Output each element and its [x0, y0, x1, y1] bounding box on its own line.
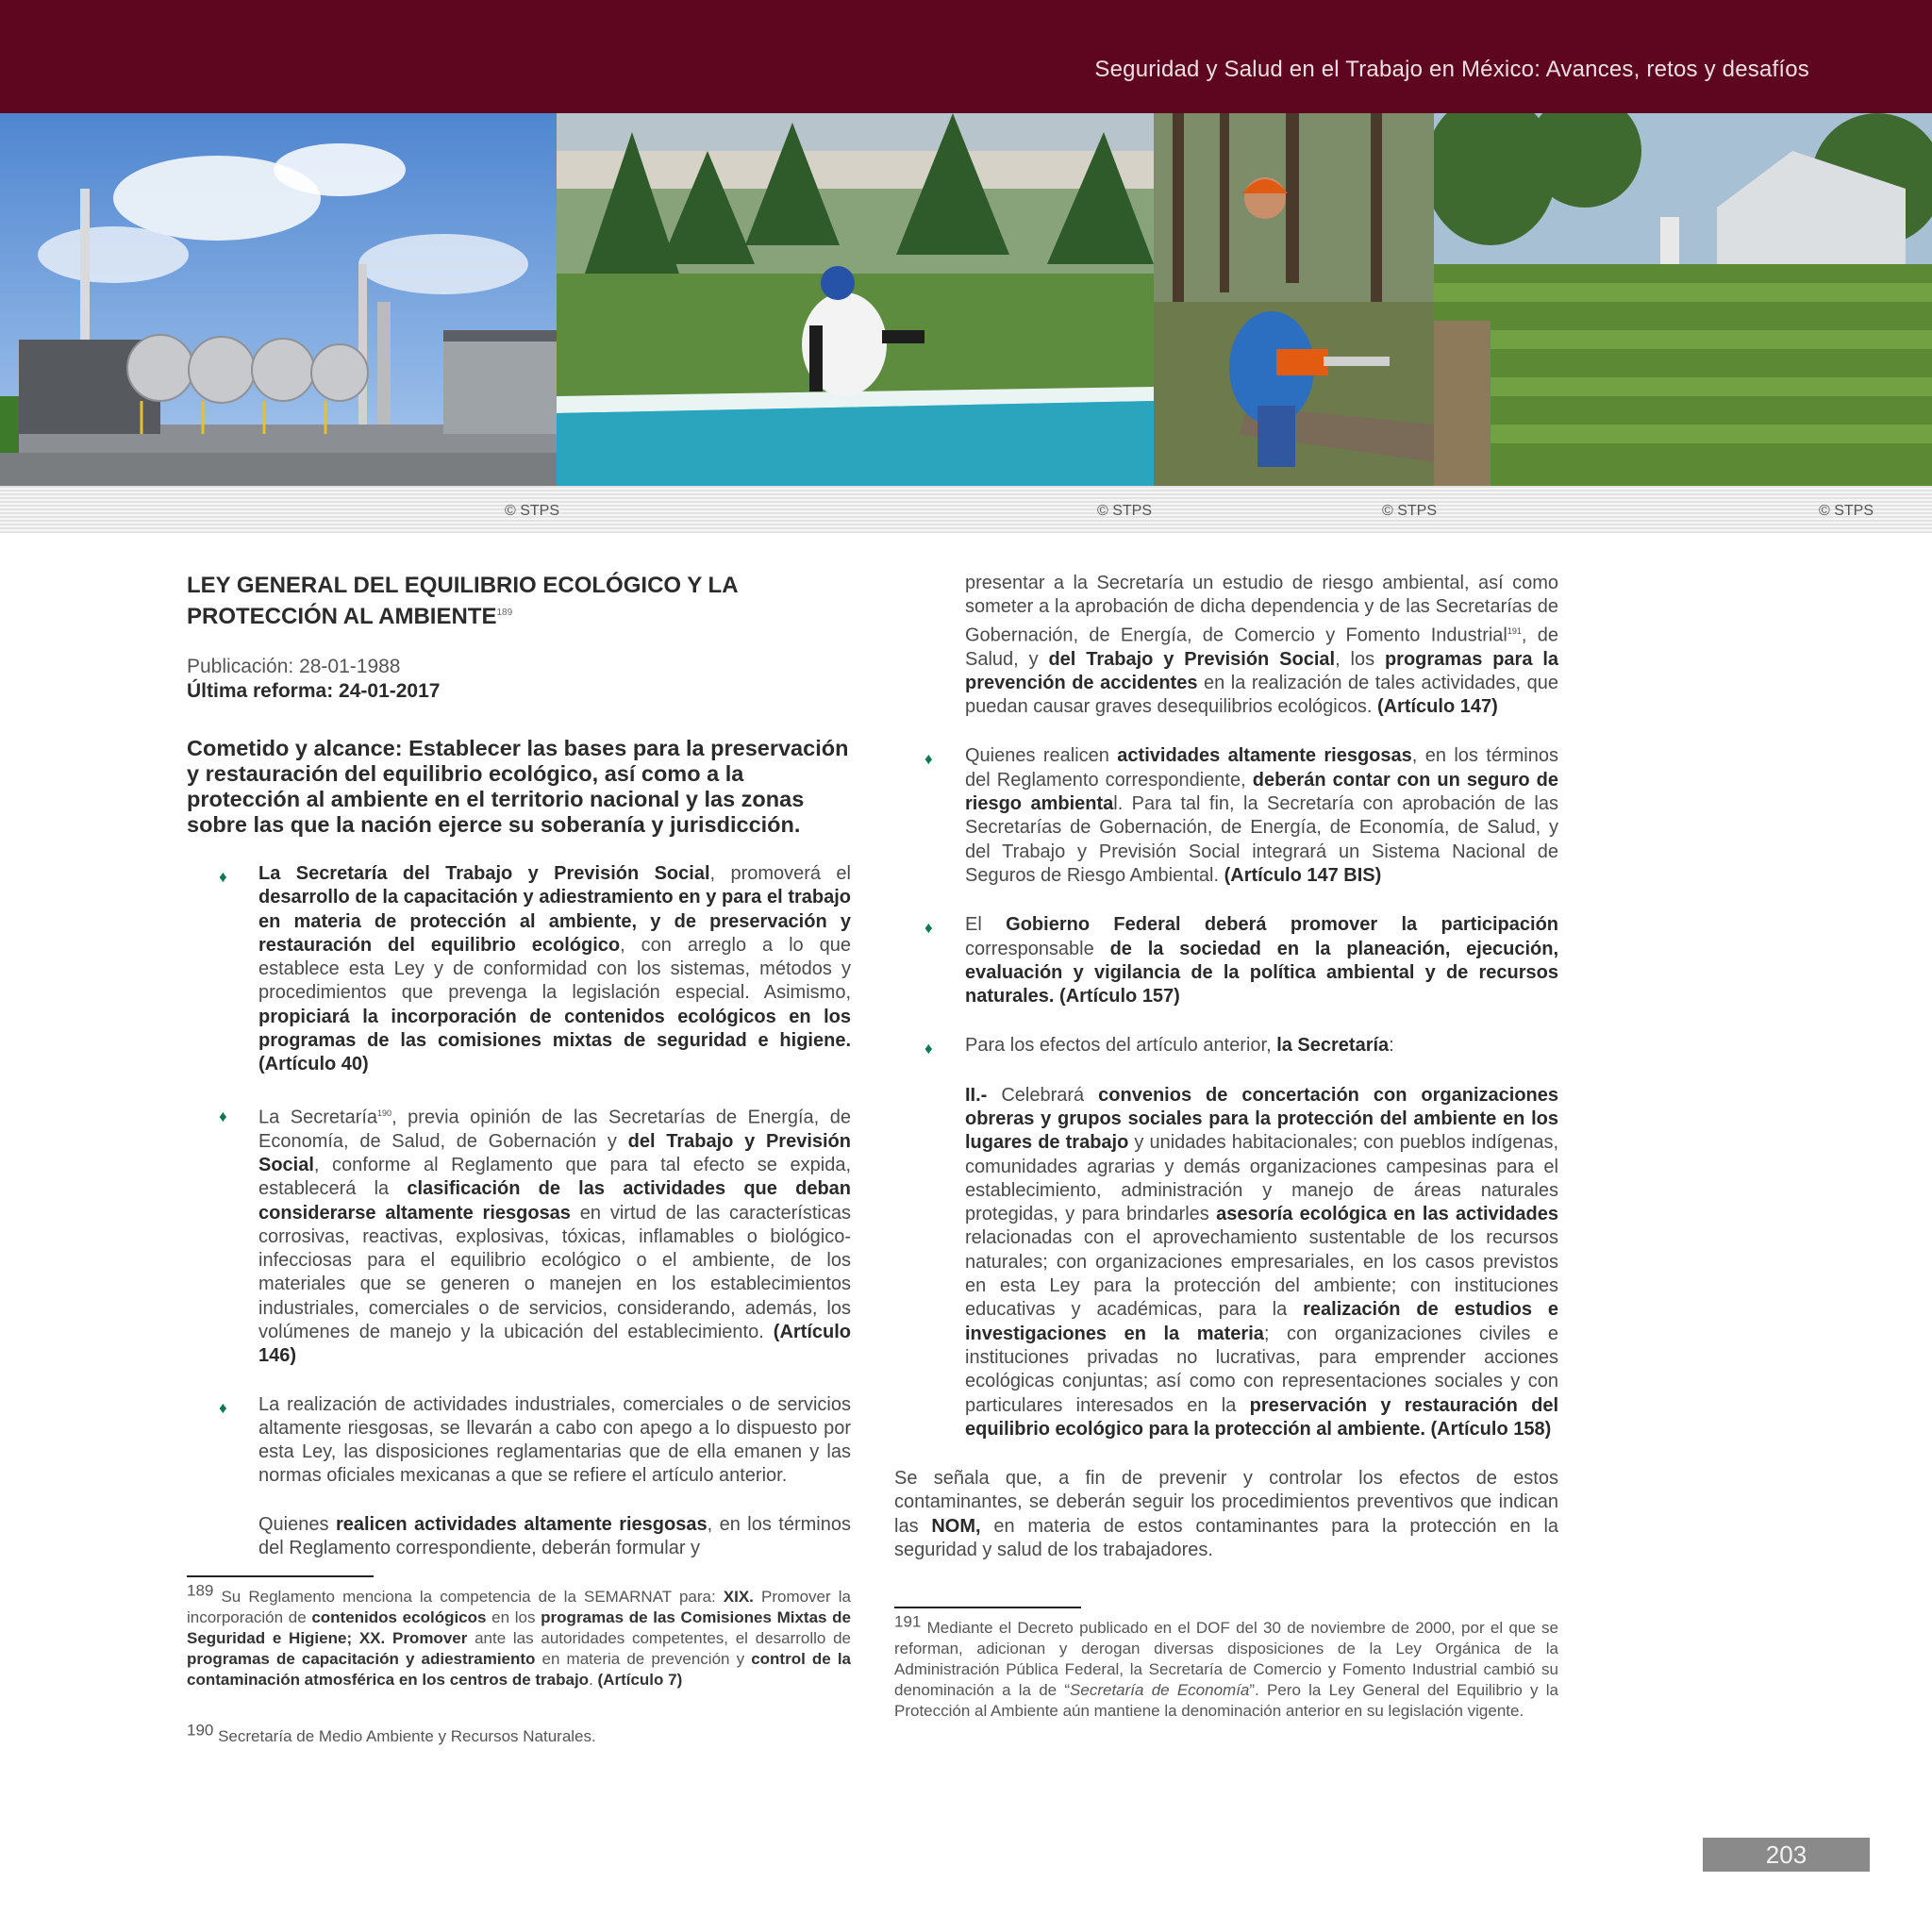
bullet-article-146: ♦ La Secretaría$^{190}$, previa opinión de las Secretarías de Energía, de Economía, de Salud, de Gobernación y del Trabajo y Previsión Social, conforme al Reglamento que para tal efecto se expida, establecerá la clasificación de las actividades que deban considerarse altamente riesgosas en virtud de las características corrosivas, reactivas, explosivas, tóxicas, inflamables o biológico-infecciosas para el equilibrio ecológico o el ambiente, de los materiales que se generen o manejen en los establecimientos industriales, comerciales o de servicios, considerando, además, los volúmenes de manejo y la ubicación del establecimiento. (Artículo 146): [187, 1102, 851, 1369]
footnote-ref-190[interactable]: 190: [377, 1108, 392, 1118]
photo-water-sampling: [557, 113, 1154, 486]
law-title: [187, 572, 851, 630]
right-column: [894, 572, 1558, 1562]
publication-date: Publicación: 28-01-1988: [187, 656, 401, 677]
bullet-article-157: ♦ El Gobierno Federal deberá promover la participación corresponsable de la sociedad en la planeación, ejecución, evaluación y vigilancia de la política ambiental y de recursos naturales. (Artículo 157): [924, 914, 1559, 1008]
header-bar: [0, 0, 1932, 113]
footnote-190: 190 Secretaría de Medio Ambiente y Recursos Naturales.: [187, 1721, 596, 1745]
header-title: Seguridad y Salud en el Trabajo en México: Avances, retos y desafíos: [1094, 57, 1809, 82]
left-column: [187, 572, 851, 1560]
diamond-bullet-icon: ♦: [924, 919, 933, 938]
footnote-189: 189 Su Reglamento menciona la competencia de la SEMARNAT para: XIX. Promover la incorporación de contenidos ecológicos en los programas de las Comisiones Mixtas de Seguridad e Higiene; XX. Promover ante las autoridades competentes, el desarrollo de programas de capacitación y adiestramiento en materia de prevención y control de la contaminación atmosférica en los centros de trabajo. (Artículo 7): [187, 1581, 851, 1689]
photo-credit-1: © STPS: [505, 503, 560, 519]
footnote-rule-right: [894, 1607, 1081, 1608]
bullet-high-risk-activities: ♦ La realización de actividades industriales, comerciales o de servicios altamente riesgosas, se llevarán a cabo con apego a lo dispuesto por esta Ley, las disposiciones reglamentarias que de ella emanen y las normas oficiales mexicanas a que se refiere el artículo anterior.: [219, 1393, 851, 1487]
photo-credit-3: © STPS: [1382, 503, 1438, 519]
refinery-image: [0, 113, 557, 486]
diamond-bullet-icon: ♦: [924, 750, 933, 769]
paragraph-article-147: presentar a la Secretaría un estudio de riesgo ambiental, así como someter a la aprobación de dicha dependencia y de las Secretarías de Gobernación, de Energía, de Comercio y Fomento Industrial$^{191}$, de Salud, y del Trabajo y Previsión Social, los programas para la prevención de accidentes en la realización de tales actividades, que puedan causar graves desequilibrios ecológicos. (Artículo 147): [965, 573, 1558, 718]
closing-paragraph: Se señala que, a fin de prevenir y controlar los efectos de estos contaminantes, se deberán seguir los procedimientos preventivos que indican las NOM, en materia de estos contaminantes para la protección en la seguridad y salud de los trabajadores.: [894, 1468, 1559, 1561]
forest-worker-image: [1154, 113, 1434, 486]
water-sampling-image: [557, 113, 1154, 486]
footnote-191: 191 Mediante el Decreto publicado en el DOF del 30 de noviembre de 2000, por el que se reforman, adicionan y derogan diversas disposiciones de la Ley Orgánica de la Administración Pública Federal, la Secretaría de Comercio y Fomento Industrial cambió su denominación a la de “Secretaría de Economía”. Pero la Ley General del Equilibrio y la Protección al Ambiente aún mantiene la denominación anterior en su legislación vigente.: [894, 1612, 1558, 1720]
last-reform-date: Última reforma: 24-01-2017: [187, 680, 441, 702]
bullet-article-40: ♦ La Secretaría del Trabajo y Previsión Social, promoverá el desarrollo de la capacitación y adiestramiento en y para el trabajo en materia de protección al ambiente, y de preservación y restauración del equilibrio ecológico, con arreglo a lo que establece esta Ley y de conformidad con los sistemas, métodos y procedimientos que prevenga la legislación especial. Asimismo, propiciará la incorporación de contenidos ecológicos en los programas de las comisiones mixtas de seguridad e higiene. (Artículo 40): [219, 863, 851, 1075]
diamond-bullet-icon: ♦: [219, 868, 227, 886]
diamond-bullet-icon: ♦: [219, 1398, 227, 1417]
photo-credit-4: © STPS: [1819, 503, 1874, 519]
law-title-text: LEY GENERAL DEL EQUILIBRIO ECOLÓGICO Y LA PROTECCIÓN AL AMBIENTE: [187, 573, 738, 629]
mission-statement: Cometido y alcance: Establecer las bases para la preservación y restauración del equilibrio ecológico, así como a la protección al ambiente en el territorio nacional y las zonas sobre las que la nación ejerce su soberanía y jurisdicción.: [187, 736, 849, 837]
paragraph-article-158: II.- Celebrará convenios de concertación con organizaciones obreras y grupos sociales para la protección del ambiente en los lugares de trabajo y unidades habitacionales; con pueblos indígenas, comunidades agrarias y demás organizaciones campesinas para el establecimiento, administración y manejo de áreas naturales protegidas, y para brindarles asesoría ecológica en las actividades relacionadas con el aprovechamiento sustentable de los recursos naturales; con organizaciones empresariales, en los casos previstos en esta Ley para la protección del ambiente; con instituciones educativas y académicas, para la realización de estudios e investigaciones en la materia; con organizaciones civiles e instituciones privadas no lucrativas, para emprender acciones ecológicas conjuntas; así como con representaciones sociales y con particulares interesados en la preservación y restauración del equilibrio ecológico para la protección al ambiente. (Artículo 158): [965, 1084, 1559, 1440]
photo-credit-band: [0, 486, 1932, 533]
photo-forest-worker: [1154, 113, 1434, 486]
nursery-image: [1434, 113, 1932, 486]
photo-refinery: [0, 113, 557, 486]
bullet-secretaria-effects: ♦ Para los efectos del artículo anterior, la Secretaría:: [894, 1034, 1558, 1058]
bullet-article-147-bis: ♦ Quienes realicen actividades altamente riesgosas, en los términos del Reglamento correspondiente, deberán contar con un seguro de riesgo ambiental. Para tal fin, la Secretaría con aprobación de las Secretarías de Gobernación, de Energía, de Economía, de Salud, y del Trabajo y Previsión Social integrará un Sistema Nacional de Seguros de Riesgo Ambiental. (Artículo 147 BIS): [924, 745, 1559, 886]
footnote-rule-left: [187, 1575, 374, 1577]
photo-nursery: [1434, 113, 1932, 486]
footnote-ref-189[interactable]: 189: [496, 608, 513, 618]
photo-strip: [0, 113, 1932, 486]
diamond-bullet-icon: ♦: [924, 1040, 933, 1058]
paragraph-risk-study: Quienes realicen actividades altamente riesgosas, en los términos del Reglamento correspondiente, deberán formular y: [258, 1513, 851, 1559]
photo-credit-2: © STPS: [1097, 503, 1153, 519]
diamond-bullet-icon: ♦: [219, 1107, 227, 1125]
footnote-ref-191[interactable]: 191: [1507, 625, 1522, 636]
page-number: 203: [1703, 1838, 1870, 1872]
